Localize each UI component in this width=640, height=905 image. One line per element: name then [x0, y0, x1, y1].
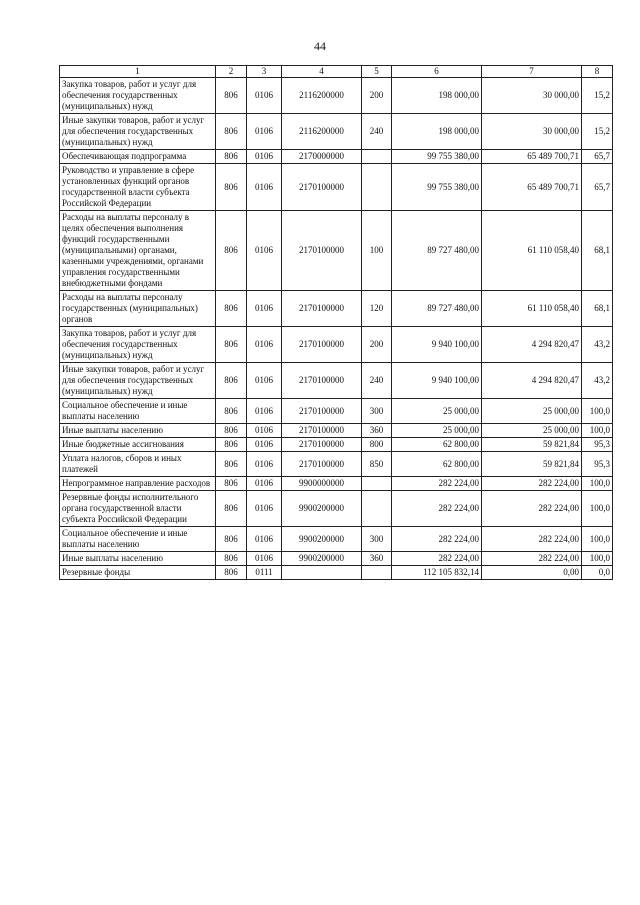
section-code-cell: 0106: [247, 150, 282, 164]
ministry-code-cell: 806: [216, 438, 247, 452]
table-row: [60, 150, 613, 164]
execution-percent-cell: 43,2: [582, 327, 613, 363]
expense-name-cell: Закупка товаров, работ и услуг для обеспечения государственных (муниципальных) нужд: [60, 327, 216, 363]
executed-amount-cell: 25 000,00: [482, 399, 582, 424]
expense-type-code-cell: [362, 164, 392, 211]
expense-type-code-cell: 300: [362, 527, 392, 552]
execution-percent-cell: 95,3: [582, 452, 613, 477]
target-article-code-cell: 2170100000: [282, 363, 362, 399]
col-header: 7: [482, 66, 582, 78]
execution-percent-cell: 15,2: [582, 114, 613, 150]
expense-type-code-cell: 240: [362, 363, 392, 399]
section-code-cell: 0106: [247, 477, 282, 491]
planned-amount-cell: 99 755 380,00: [392, 150, 482, 164]
executed-amount-cell: 61 110 058,40: [482, 291, 582, 327]
target-article-code-cell: 9900000000: [282, 477, 362, 491]
expense-type-code-cell: [362, 477, 392, 491]
section-code-cell: 0106: [247, 438, 282, 452]
col-header: 1: [60, 66, 216, 78]
expense-type-code-cell: 240: [362, 114, 392, 150]
expense-name-cell: Закупка товаров, работ и услуг для обеспечения государственных (муниципальных) нужд: [60, 78, 216, 114]
ministry-code-cell: 806: [216, 150, 247, 164]
expense-type-code-cell: 360: [362, 552, 392, 566]
execution-percent-cell: 68,1: [582, 291, 613, 327]
budget-table: [59, 65, 613, 580]
table-row: [60, 399, 613, 424]
executed-amount-cell: 61 110 058,40: [482, 211, 582, 291]
table-row: [60, 552, 613, 566]
section-code-cell: 0106: [247, 211, 282, 291]
planned-amount-cell: 9 940 100,00: [392, 363, 482, 399]
planned-amount-cell: 25 000,00: [392, 424, 482, 438]
ministry-code-cell: 806: [216, 399, 247, 424]
planned-amount-cell: 198 000,00: [392, 114, 482, 150]
expense-name-cell: Социальное обеспечение и иные выплаты населению: [60, 399, 216, 424]
ministry-code-cell: 806: [216, 527, 247, 552]
target-article-code-cell: 9900200000: [282, 552, 362, 566]
target-article-code-cell: 2116200000: [282, 78, 362, 114]
planned-amount-cell: 99 755 380,00: [392, 164, 482, 211]
ministry-code-cell: 806: [216, 424, 247, 438]
section-code-cell: 0106: [247, 552, 282, 566]
section-code-cell: 0106: [247, 327, 282, 363]
executed-amount-cell: 4 294 820,47: [482, 327, 582, 363]
execution-percent-cell: 100,0: [582, 399, 613, 424]
executed-amount-cell: 59 821,84: [482, 452, 582, 477]
execution-percent-cell: 100,0: [582, 477, 613, 491]
ministry-code-cell: 806: [216, 114, 247, 150]
executed-amount-cell: 59 821,84: [482, 438, 582, 452]
planned-amount-cell: 89 727 480,00: [392, 291, 482, 327]
col-header: 3: [247, 66, 282, 78]
execution-percent-cell: 15,2: [582, 78, 613, 114]
col-header: 4: [282, 66, 362, 78]
planned-amount-cell: 9 940 100,00: [392, 327, 482, 363]
executed-amount-cell: 30 000,00: [482, 114, 582, 150]
execution-percent-cell: 65,7: [582, 164, 613, 211]
execution-percent-cell: 95,3: [582, 438, 613, 452]
expense-name-cell: Резервные фонды исполнительного органа государственной власти субъекта Российской Федерации: [60, 491, 216, 527]
execution-percent-cell: 65,7: [582, 150, 613, 164]
planned-amount-cell: 62 800,00: [392, 452, 482, 477]
target-article-code-cell: 2116200000: [282, 114, 362, 150]
target-article-code-cell: 2170100000: [282, 438, 362, 452]
planned-amount-cell: 198 000,00: [392, 78, 482, 114]
table-row: [60, 78, 613, 114]
col-header: 2: [216, 66, 247, 78]
expense-name-cell: Уплата налогов, сборов и иных платежей: [60, 452, 216, 477]
expense-name-cell: Непрограммное направление расходов: [60, 477, 216, 491]
target-article-code-cell: 2170100000: [282, 164, 362, 211]
expense-name-cell: Руководство и управление в сфере установленных функций органов государственной власти субъекта Российской Федерации: [60, 164, 216, 211]
target-article-code-cell: 2170100000: [282, 291, 362, 327]
executed-amount-cell: 282 224,00: [482, 477, 582, 491]
execution-percent-cell: 0,0: [582, 566, 613, 580]
table-row: [60, 363, 613, 399]
execution-percent-cell: 43,2: [582, 363, 613, 399]
executed-amount-cell: 282 224,00: [482, 552, 582, 566]
ministry-code-cell: 806: [216, 291, 247, 327]
target-article-code-cell: 2170000000: [282, 150, 362, 164]
expense-type-code-cell: 100: [362, 211, 392, 291]
section-code-cell: 0111: [247, 566, 282, 580]
executed-amount-cell: 282 224,00: [482, 491, 582, 527]
section-code-cell: 0106: [247, 452, 282, 477]
expense-name-cell: Иные выплаты населению: [60, 552, 216, 566]
expense-type-code-cell: 200: [362, 78, 392, 114]
execution-percent-cell: 100,0: [582, 527, 613, 552]
table-row: [60, 114, 613, 150]
section-code-cell: 0106: [247, 78, 282, 114]
header-row: [60, 66, 613, 78]
section-code-cell: 0106: [247, 491, 282, 527]
target-article-code-cell: [282, 566, 362, 580]
table-body: [60, 78, 613, 580]
table-row: [60, 477, 613, 491]
expense-name-cell: Обеспечивающая подпрограмма: [60, 150, 216, 164]
expense-name-cell: Иные закупки товаров, работ и услуг для обеспечения государственных (муниципальных) нужд: [60, 114, 216, 150]
expense-name-cell: Социальное обеспечение и иные выплаты населению: [60, 527, 216, 552]
target-article-code-cell: 9900200000: [282, 527, 362, 552]
expense-name-cell: Иные закупки товаров, работ и услуг для обеспечения государственных (муниципальных) нужд: [60, 363, 216, 399]
ministry-code-cell: 806: [216, 452, 247, 477]
section-code-cell: 0106: [247, 527, 282, 552]
ministry-code-cell: 806: [216, 363, 247, 399]
target-article-code-cell: 2170100000: [282, 211, 362, 291]
expense-name-cell: Иные бюджетные ассигнования: [60, 438, 216, 452]
target-article-code-cell: 2170100000: [282, 399, 362, 424]
ministry-code-cell: 806: [216, 552, 247, 566]
executed-amount-cell: 65 489 700,71: [482, 164, 582, 211]
ministry-code-cell: 806: [216, 78, 247, 114]
expense-type-code-cell: [362, 566, 392, 580]
execution-percent-cell: 68,1: [582, 211, 613, 291]
expense-type-code-cell: 300: [362, 399, 392, 424]
planned-amount-cell: 112 105 832,14: [392, 566, 482, 580]
target-article-code-cell: 2170100000: [282, 452, 362, 477]
planned-amount-cell: 89 727 480,00: [392, 211, 482, 291]
expense-type-code-cell: [362, 150, 392, 164]
table-row: [60, 164, 613, 211]
ministry-code-cell: 806: [216, 211, 247, 291]
table-row: [60, 438, 613, 452]
executed-amount-cell: 282 224,00: [482, 527, 582, 552]
page-number: 44: [314, 39, 326, 53]
expense-name-cell: Расходы на выплаты персоналу в целях обеспечения выполнения функций государственными (муниципальными) органами, казенными учреждениями, органами управления государственными внебюджетными фондами: [60, 211, 216, 291]
section-code-cell: 0106: [247, 114, 282, 150]
expense-type-code-cell: 200: [362, 327, 392, 363]
planned-amount-cell: 282 224,00: [392, 527, 482, 552]
executed-amount-cell: 0,00: [482, 566, 582, 580]
expense-type-code-cell: 360: [362, 424, 392, 438]
expense-type-code-cell: [362, 491, 392, 527]
execution-percent-cell: 100,0: [582, 491, 613, 527]
ministry-code-cell: 806: [216, 491, 247, 527]
section-code-cell: 0106: [247, 363, 282, 399]
table-row: [60, 424, 613, 438]
section-code-cell: 0106: [247, 399, 282, 424]
executed-amount-cell: 4 294 820,47: [482, 363, 582, 399]
ministry-code-cell: 806: [216, 327, 247, 363]
table-row: [60, 452, 613, 477]
ministry-code-cell: 806: [216, 164, 247, 211]
table-row: [60, 327, 613, 363]
expense-name-cell: Резервные фонды: [60, 566, 216, 580]
executed-amount-cell: 65 489 700,71: [482, 150, 582, 164]
planned-amount-cell: 25 000,00: [392, 399, 482, 424]
execution-percent-cell: 100,0: [582, 424, 613, 438]
planned-amount-cell: 282 224,00: [392, 552, 482, 566]
col-header: 6: [392, 66, 482, 78]
planned-amount-cell: 282 224,00: [392, 477, 482, 491]
execution-percent-cell: 100,0: [582, 552, 613, 566]
table-row: [60, 566, 613, 580]
col-header: 8: [582, 66, 613, 78]
target-article-code-cell: 2170100000: [282, 424, 362, 438]
table-row: [60, 491, 613, 527]
expense-type-code-cell: 120: [362, 291, 392, 327]
section-code-cell: 0106: [247, 291, 282, 327]
expense-type-code-cell: 850: [362, 452, 392, 477]
ministry-code-cell: 806: [216, 566, 247, 580]
ministry-code-cell: 806: [216, 477, 247, 491]
section-code-cell: 0106: [247, 164, 282, 211]
planned-amount-cell: 282 224,00: [392, 491, 482, 527]
col-header: 5: [362, 66, 392, 78]
target-article-code-cell: 9900200000: [282, 491, 362, 527]
table-row: [60, 211, 613, 291]
executed-amount-cell: 25 000,00: [482, 424, 582, 438]
section-code-cell: 0106: [247, 424, 282, 438]
target-article-code-cell: 2170100000: [282, 327, 362, 363]
table-row: [60, 527, 613, 552]
expense-name-cell: Иные выплаты населению: [60, 424, 216, 438]
executed-amount-cell: 30 000,00: [482, 78, 582, 114]
planned-amount-cell: 62 800,00: [392, 438, 482, 452]
expense-name-cell: Расходы на выплаты персоналу государственных (муниципальных) органов: [60, 291, 216, 327]
expense-type-code-cell: 800: [362, 438, 392, 452]
table-row: [60, 291, 613, 327]
